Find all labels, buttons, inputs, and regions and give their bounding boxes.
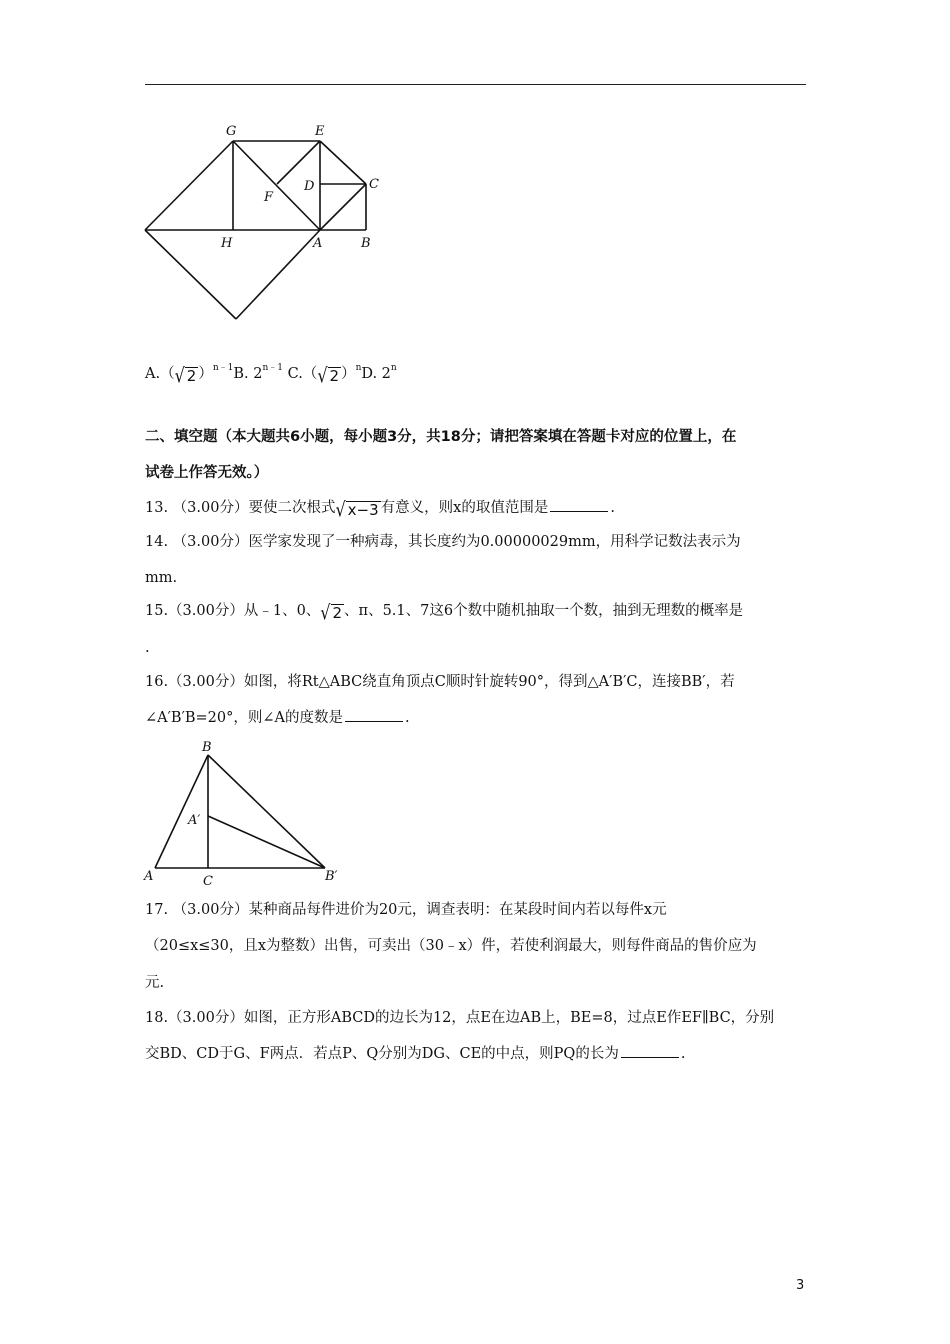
q12-options: A.（√ 2 ）$^{n﹣1}$B. $2^{n﹣1}$ C.（√ 2 ）$^n$D. 2$^n$	[145, 363, 397, 388]
page-number: 3	[796, 1278, 805, 1293]
q18-text: 交BD、CD于G、F两点．若点P、Q分别为DG、CE的中点，则PQ的长为	[145, 1046, 619, 1062]
q15-line2: .	[145, 640, 150, 656]
q16-answer-blank[interactable]	[345, 707, 403, 722]
header-rule	[145, 84, 806, 85]
q15-text: 15.（3.00分）从﹣1、0、	[145, 603, 321, 619]
q16-end: .	[405, 710, 410, 726]
q18-answer-blank[interactable]	[621, 1043, 679, 1058]
q12-figure	[140, 118, 400, 328]
q17-line2: （20≤x≤30，且x为整数）出售，可卖出（30﹣x）件，若使利润最大，则每件商品的售价应为	[145, 938, 757, 954]
sqrt-2-q15: √ 2	[320, 600, 343, 625]
q14-line1: 14. （3.00分）医学家发现了一种病毒，其长度约为0.00000029mm，用科学记数法表示为	[145, 534, 741, 550]
option-d: D. 2	[361, 366, 391, 382]
section2-heading-line1: 二、填空题（本大题共6小题，每小题3分，共18分；请把答案填在答题卡对应的位置上，在	[145, 429, 737, 445]
q12-label-f: F	[264, 190, 274, 205]
q15-text-after: 、π、5.1、7这6个数中随机抽取一个数，抽到无理数的概率是	[344, 603, 744, 619]
q12-label-d: D	[304, 179, 315, 194]
q12-fig-line	[277, 141, 320, 184]
q14-line2: mm.	[145, 570, 178, 586]
sqrt-2-a: √ 2	[174, 363, 197, 388]
q17-line3: 元.	[145, 975, 165, 991]
sqrt-x-minus-3: √ x−3	[335, 497, 379, 522]
q16-label-a: A	[144, 869, 154, 884]
q16-label-c: C	[203, 874, 213, 889]
q12-fig-line	[320, 141, 366, 184]
option-c-exp: n	[355, 363, 362, 373]
q12-label-b: B	[361, 236, 371, 251]
q16-label-a-prime: A′	[188, 813, 201, 828]
q12-fig-line	[236, 230, 323, 319]
option-d-exp: n	[390, 363, 397, 373]
q12-label-a: A	[313, 236, 323, 251]
q18-end: .	[680, 1046, 686, 1062]
q18-line2	[145, 1043, 685, 1065]
option-b-exp: n﹣1	[262, 363, 284, 373]
q12-fig-line	[145, 141, 233, 230]
q16-fig-line	[208, 816, 325, 868]
q12-fig-line	[320, 184, 366, 230]
q17-line1: 17. （3.00分）某种商品每件进价为20元，调查表明：在某段时间内若以每件x元	[145, 902, 667, 918]
q16-line2	[145, 707, 410, 729]
option-a-exp: n﹣1	[212, 363, 234, 373]
q13-end: .	[610, 500, 615, 516]
section2-heading-line2: 试卷上作答无效。）	[145, 465, 269, 481]
q16-fig-line	[208, 755, 325, 868]
q13	[145, 497, 615, 522]
q16-line1: 16.（3.00分）如图，将Rt△ABC绕直角顶点C顺时针旋转90°，得到△A′B′C，连接BB′，若	[145, 674, 735, 690]
q12-label-c: C	[369, 177, 379, 192]
q12-label-g: G	[226, 124, 237, 139]
q16-fig-line	[155, 755, 208, 868]
q12-label-h: H	[221, 236, 233, 251]
option-a-prefix: A.（	[145, 366, 175, 382]
q13-text: 13. （3.00分）要使二次根式	[145, 500, 336, 516]
q16-label-b: B	[202, 740, 212, 755]
option-b: B. 2	[233, 366, 263, 382]
q16-text: ∠A′B′B=20°，则∠A的度数是	[145, 710, 343, 726]
q16-figure	[140, 735, 360, 890]
q13-text-after: 有意义，则x的取值范围是	[380, 500, 549, 516]
q15	[145, 600, 743, 625]
q12-label-e: E	[315, 124, 325, 139]
q13-answer-blank[interactable]	[550, 497, 608, 512]
q18-line1: 18.（3.00分）如图，正方形ABCD的边长为12，点E在边AB上，BE=8，过点E作EF∥BC，分别	[145, 1010, 775, 1026]
option-c-prefix: C.（	[283, 366, 318, 382]
sqrt-2-c: √ 2	[317, 363, 340, 388]
q16-label-b-prime: B′	[325, 869, 338, 884]
